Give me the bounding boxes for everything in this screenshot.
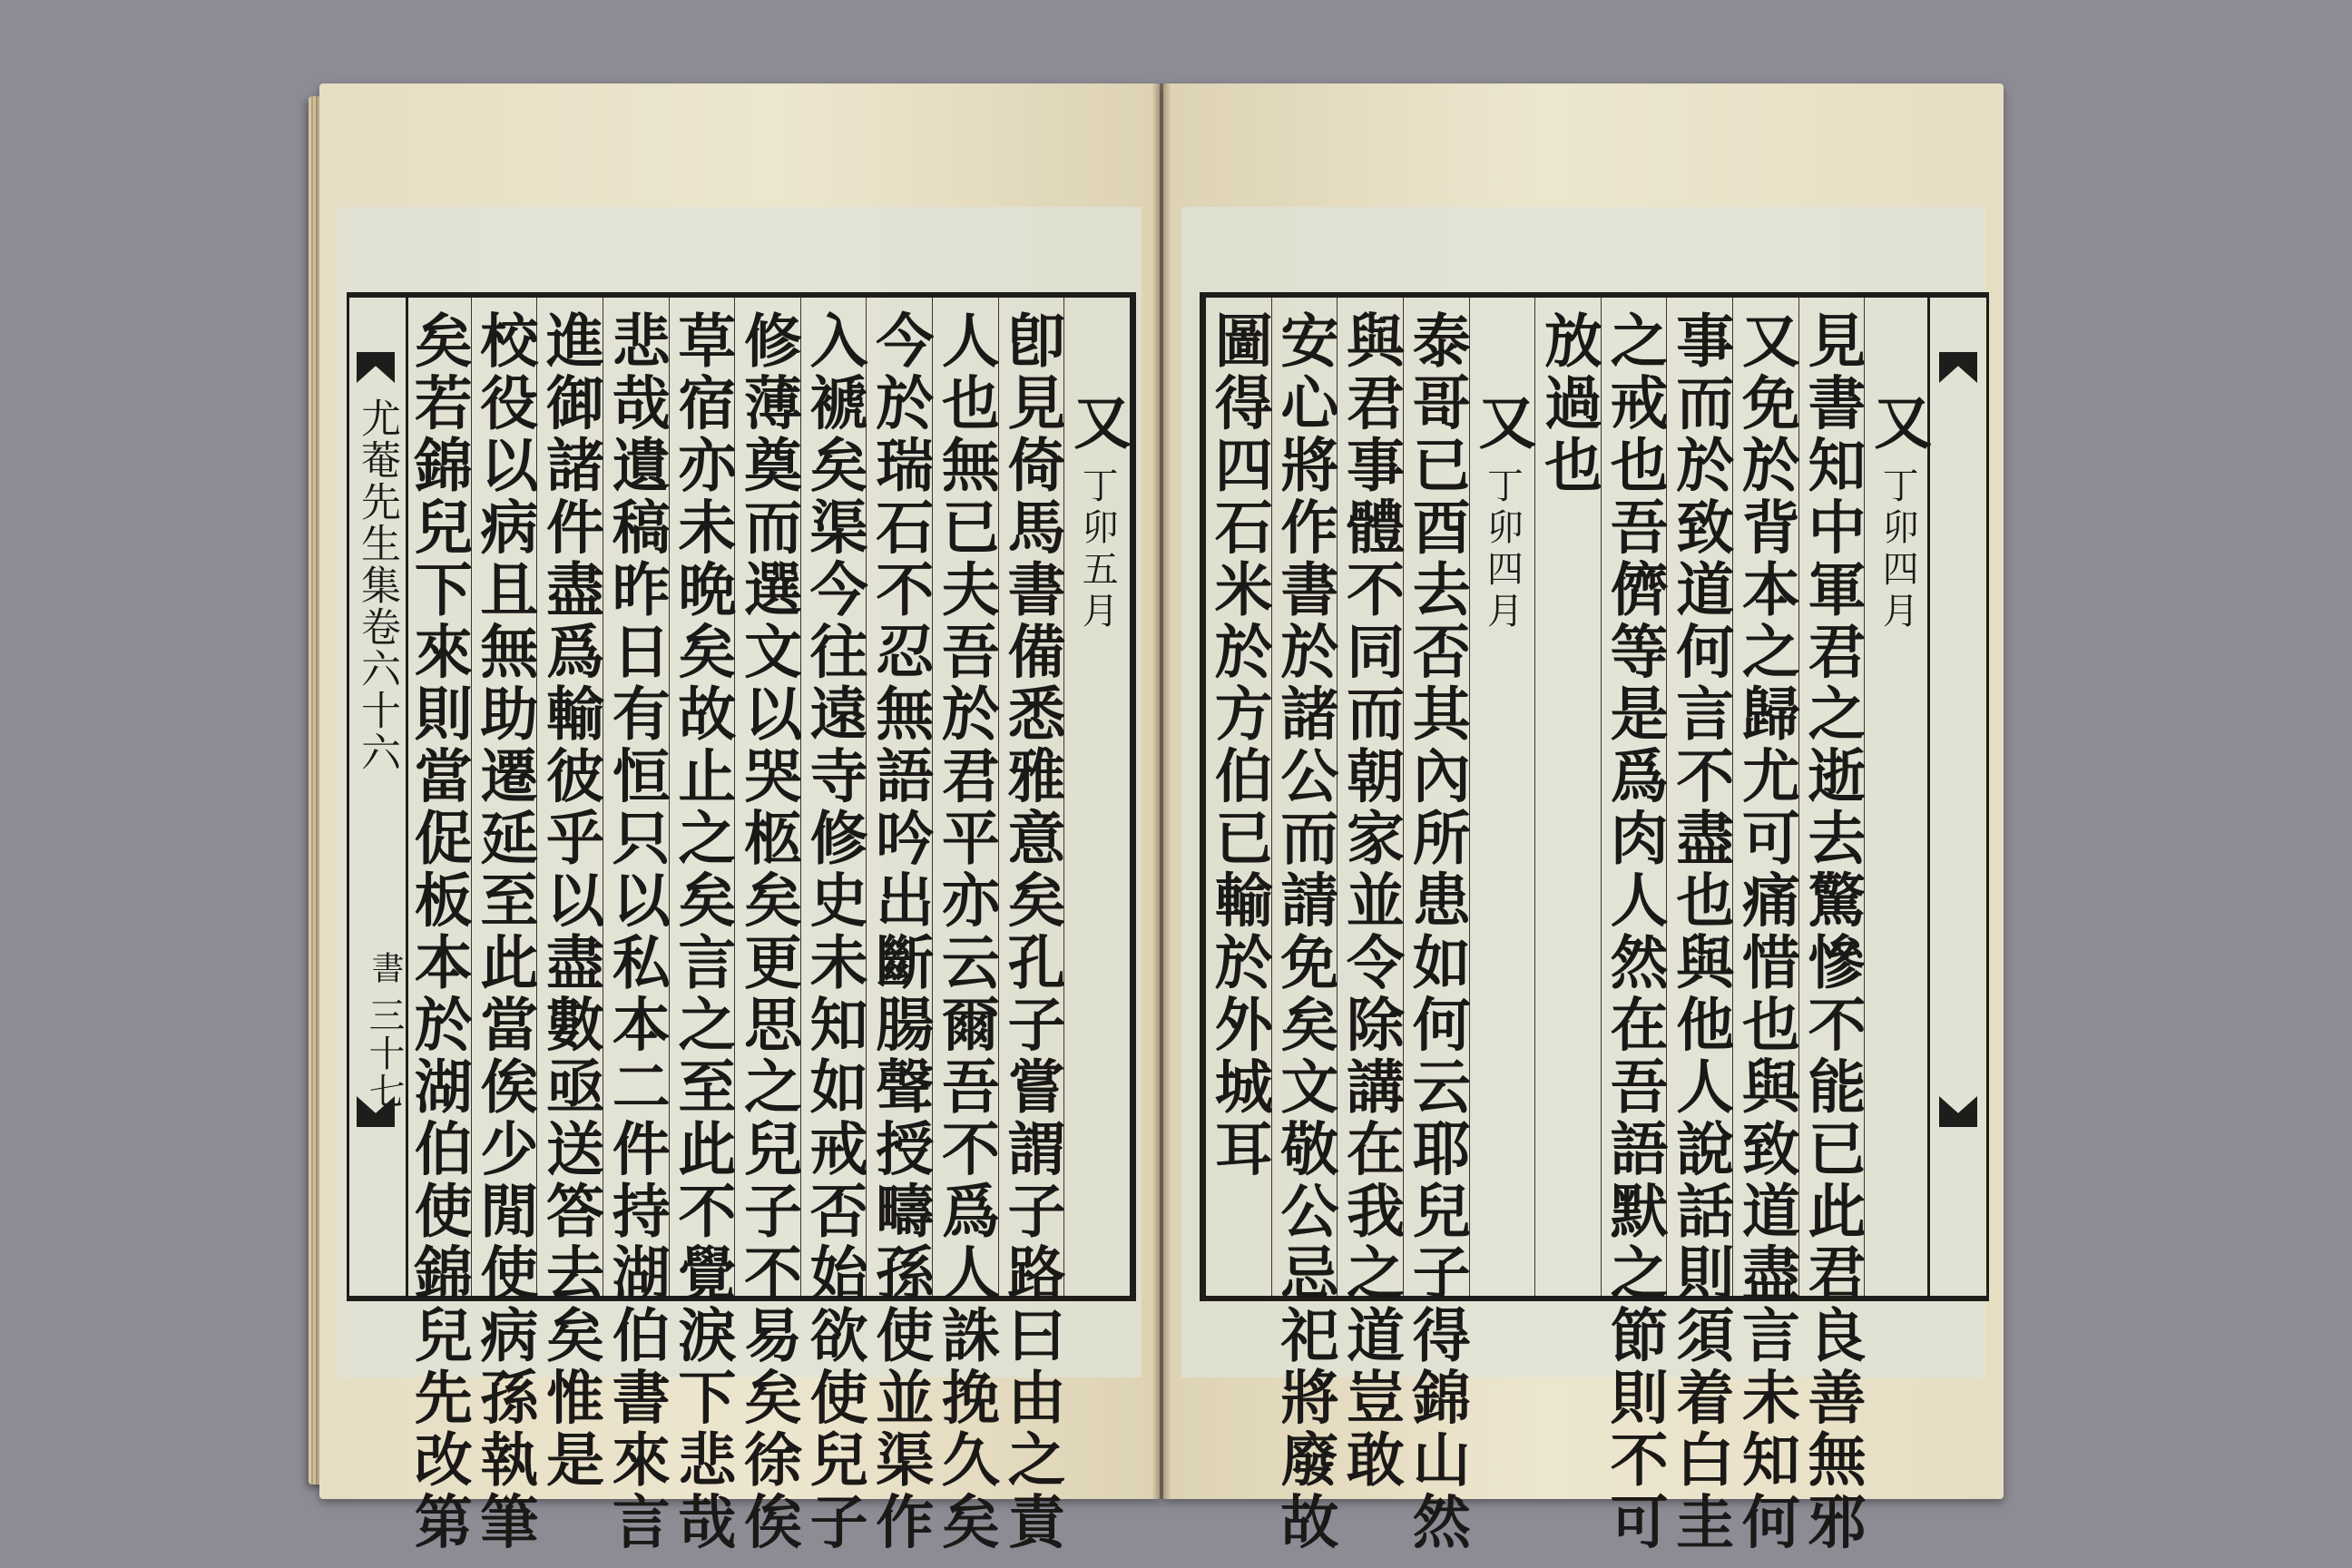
text-column — [1534, 298, 1601, 1296]
text-column — [1864, 298, 1933, 1296]
column-text: 入褫矣渠今往遠寺修史未知如戒否始欲使兒子 — [799, 310, 868, 1553]
text-column — [1798, 298, 1867, 1553]
text-column — [997, 298, 1066, 1553]
letter-heading: 又 — [1063, 392, 1132, 450]
column-text: 悲哉遺稿昨日有恒只以私本二件持湖伯書來言 — [602, 310, 671, 1553]
column-text: 卽見倚馬書備悉雅意矣孔子嘗謂子路曰由之責 — [997, 310, 1066, 1553]
letter-heading: 又 — [1864, 392, 1933, 450]
column-text: 見書知中軍君之逝去驚慘不能已此君良善無邪 — [1798, 310, 1867, 1553]
text-column — [1469, 298, 1535, 1296]
text-column — [668, 298, 737, 1553]
column-text: 進御諸件盡爲輸彼乎以盡數亟送答去矣惟是 — [536, 310, 605, 1492]
column-text: 人也無已夫吾於君平亦云爾吾不爲人誅挽久矣 — [931, 310, 1000, 1553]
fish-tail-upper-icon — [1939, 352, 1977, 383]
column-text: 圖得四石米於方伯已輸於外城耳 — [1204, 310, 1273, 1181]
text-column — [1666, 298, 1735, 1553]
page-number: 三十七 — [363, 996, 405, 1111]
letter-date: 丁卯五月 — [1076, 466, 1119, 633]
text-column — [1402, 298, 1471, 1553]
letter-date: 丁卯四月 — [1481, 466, 1524, 633]
text-column — [404, 298, 473, 1553]
right-page — [1163, 83, 2004, 1553]
text-column — [1337, 298, 1406, 1492]
text-column — [536, 298, 605, 1492]
right-print-frame — [1200, 292, 1989, 1553]
outer-fold-remnant — [1927, 298, 1986, 1296]
book-gutter — [1152, 83, 1171, 1499]
column-text: 放過也 — [1534, 310, 1602, 497]
collection-title: 尤菴先生集卷六十六 — [354, 397, 400, 773]
column-text: 草宿亦未晩矣故止之矣言之至此不覺淚下悲哉 — [668, 310, 737, 1553]
column-text: 矣若錦兒下來則當促板本於湖伯使錦兒先改第 — [404, 310, 473, 1553]
column-text: 今於瑞石不忍無語吟出斷腸聲授疇孫使並渠作 — [866, 310, 935, 1553]
text-column — [602, 298, 671, 1553]
text-column — [866, 298, 935, 1553]
column-text: 與君事體不同而朝家並令除講在我之道豈敢 — [1337, 310, 1406, 1492]
open-book — [319, 83, 2004, 1553]
column-text: 修薄奠而選文以哭柩矣更思之兒子不易矣徐俟 — [733, 310, 802, 1553]
text-column — [1270, 298, 1339, 1553]
column-text: 安心將作書於諸公而請免矣文敬公忌祀將廢故 — [1270, 310, 1339, 1553]
right-text-columns — [1204, 298, 1933, 1553]
left-print-frame — [347, 292, 1136, 1553]
letter-date: 丁卯四月 — [1877, 466, 1919, 633]
text-column — [1206, 298, 1271, 1296]
left-text-columns — [404, 298, 1132, 1553]
section-label: 書 — [367, 951, 404, 984]
column-text: 之戒也吾儕等是爲肉人然在吾語默之節則不可 — [1600, 310, 1669, 1553]
column-text: 泰哥已酉去否其內所患如何云耶兒子得錦山然 — [1402, 310, 1471, 1553]
text-column — [799, 298, 868, 1553]
left-page — [319, 83, 1160, 1553]
text-column — [1731, 298, 1800, 1553]
text-column — [1600, 298, 1669, 1553]
column-text: 事而於致道何言不盡也與他人說話則須着白圭 — [1666, 310, 1735, 1553]
letter-heading: 又 — [1468, 392, 1537, 450]
fish-tail-lower-icon — [1939, 1096, 1977, 1127]
column-text: 又免於背本之歸尤可痛惜也與致道盡言未知何 — [1731, 310, 1800, 1553]
center-fold — [349, 298, 408, 1296]
column-text: 校役以病且無助遷延至此當俟少閒使病孫執筆 — [470, 310, 539, 1553]
text-column — [733, 298, 802, 1553]
text-column — [931, 298, 1000, 1553]
fish-tail-upper-icon — [357, 352, 395, 383]
text-column — [470, 298, 539, 1553]
text-column — [1063, 298, 1130, 1296]
